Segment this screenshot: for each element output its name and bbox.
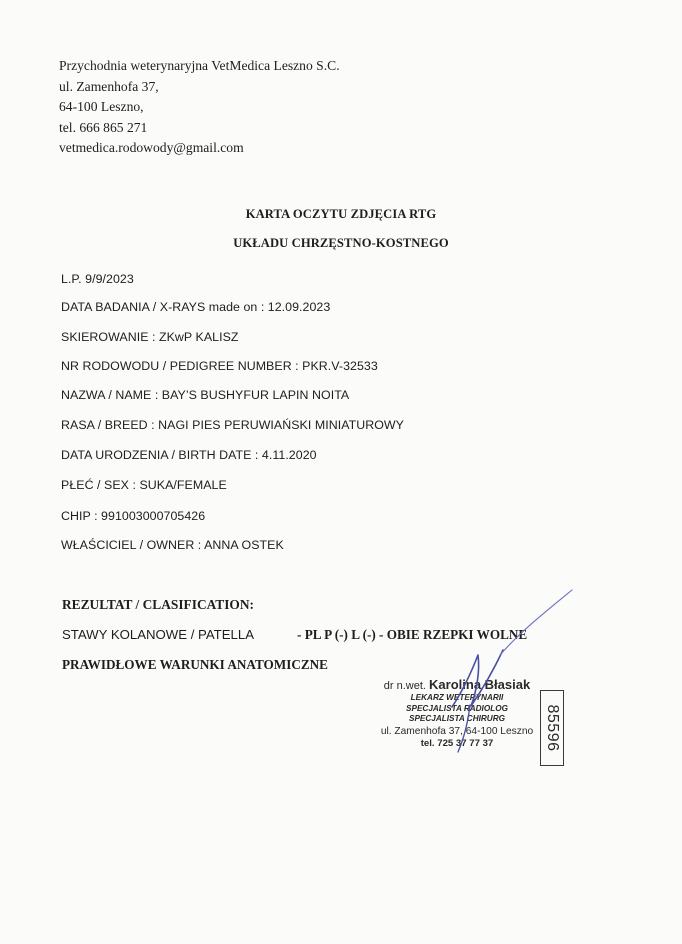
stamp-doctor-name: Karolina Błasiak <box>429 677 531 692</box>
stamp-title-1: LEKARZ WETERYNARII <box>410 693 504 702</box>
result-joint-label: STAWY KOLANOWE / PATELLA <box>62 627 254 642</box>
clinic-street: ul. Zamenhofa 37, <box>59 78 159 94</box>
field-sex: PŁEĆ / SEX : SUKA/FEMALE <box>61 478 227 492</box>
clinic-email: vetmedica.rodowody@gmail.com <box>59 140 244 156</box>
result-conclusion: PRAWIDŁOWE WARUNKI ANATOMICZNE <box>62 657 328 672</box>
field-lp: L.P. 9/9/2023 <box>61 272 134 286</box>
document-subtitle: UKŁADU CHRZĘSTNO-KOSTNEGO <box>233 236 449 250</box>
stamp-title-2: SPECJALISTA RADIOLOG <box>406 703 508 713</box>
stamp-phone: tel. 725 37 77 37 <box>420 737 494 749</box>
stamp-title-3: SPECJALISTA CHIRURG <box>409 714 505 723</box>
license-number: 85596 <box>544 704 561 752</box>
stamp-prefix: dr n.wet. <box>383 680 426 692</box>
field-referral: SKIEROWANIE : ZKwP KALISZ <box>61 330 239 344</box>
field-dog-name: NAZWA / NAME : BAY’S BUSHYFUR LAPIN NOITA <box>61 388 350 402</box>
license-number-stamp <box>540 690 564 766</box>
field-exam-date: DATA BADANIA / X-RAYS made on : 12.09.2023 <box>61 300 331 314</box>
field-breed: RASA / BREED : NAGI PIES PERUWIAŃSKI MINIATUROWY <box>61 418 404 432</box>
result-joint-value: - PL P (-) L (-) - OBIE RZEPKI WOLNE <box>297 627 528 642</box>
clinic-header <box>59 56 340 159</box>
result-joint-row <box>62 627 528 643</box>
clinic-phone: tel. 666 865 271 <box>59 119 148 135</box>
field-pedigree: NR RODOWODU / PEDIGREE NUMBER : PKR.V-32533 <box>61 359 378 373</box>
clinic-name: Przychodnia weterynaryjna VetMedica Leszno S.C. <box>59 58 340 73</box>
field-birth-date: DATA URODZENIA / BIRTH DATE : 4.11.2020 <box>61 448 317 462</box>
stamp-address: ul. Zamenhofa 37, 64-100 Leszno <box>380 725 534 737</box>
field-owner: WŁAŚCICIEL / OWNER : ANNA OSTEK <box>61 538 284 552</box>
clinic-city: 64-100 Leszno, <box>59 99 144 115</box>
result-heading: REZULTAT / CLASIFICATION: <box>62 597 254 612</box>
field-chip: CHIP : 991003000705426 <box>61 509 206 523</box>
doctor-stamp <box>372 678 542 750</box>
document-title: KARTA OCZYTU ZDJĘCIA RTG <box>245 207 437 221</box>
